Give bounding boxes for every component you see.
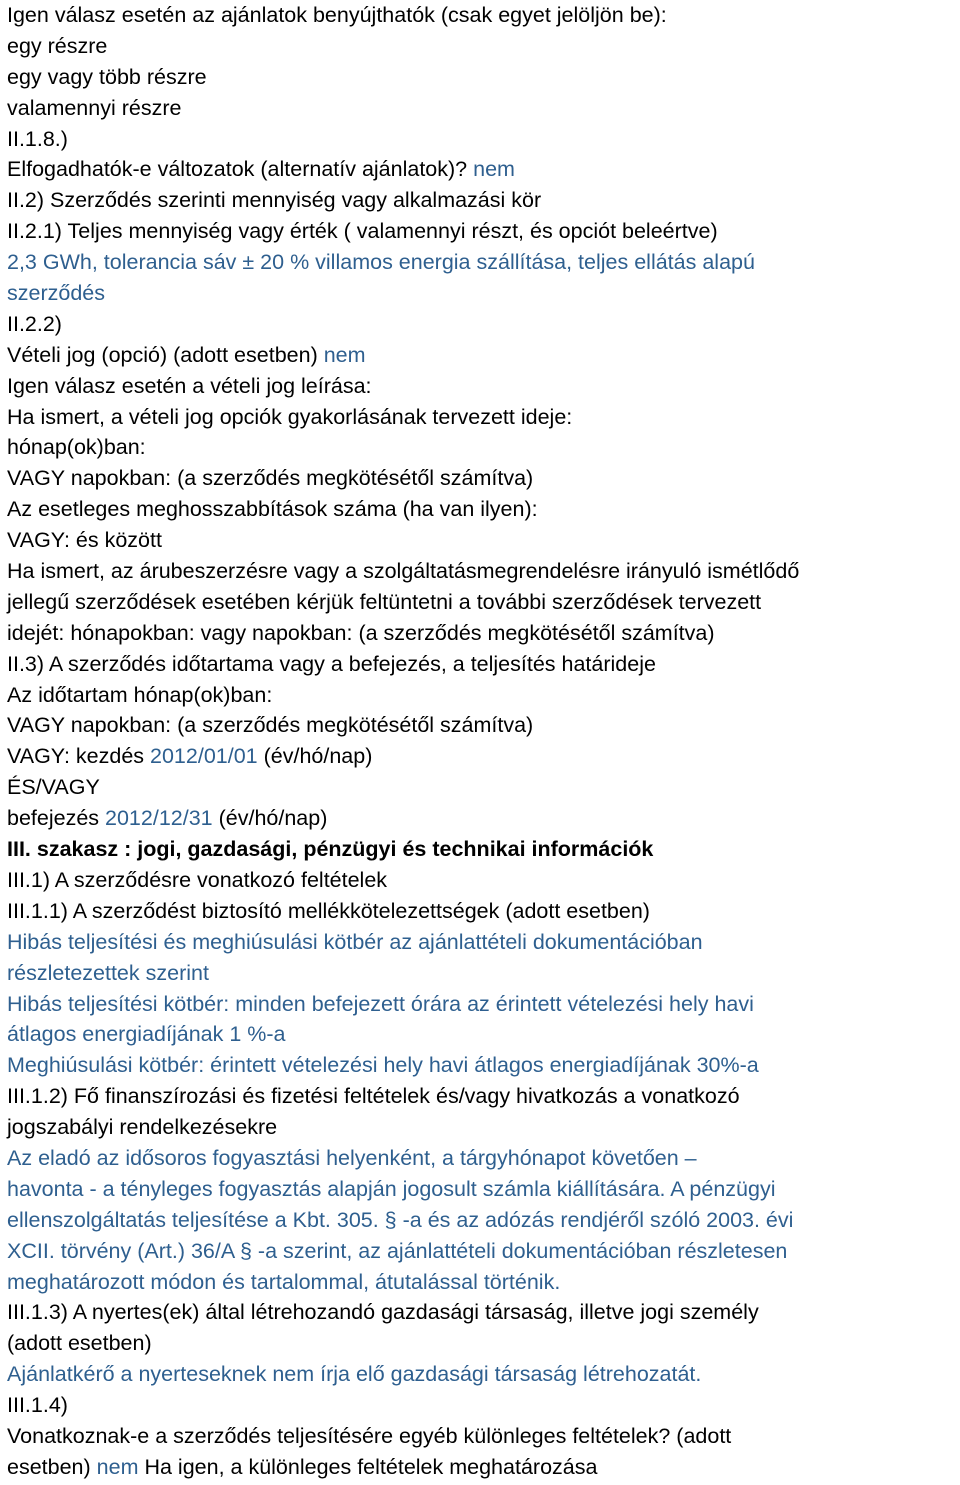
line-40: ellenszolgáltatás teljesítése a Kbt. 305. § -a és az adózás rendjéről szóló 2003. évi [7, 1207, 794, 1232]
line-25 [7, 741, 957, 772]
line-1: Igen válasz esetén az ajánlatok benyújthatók (csak egyet jelöljön be): [7, 3, 667, 27]
line-48 [7, 1452, 957, 1483]
line-31: Hibás teljesítési és meghiúsulási kötbér az ajánlattételi dokumentációban [7, 929, 703, 954]
line-14: Ha ismert, a vételi jog opciók gyakorlásának tervezett ideje: [7, 404, 573, 429]
line-6-value: nem [473, 157, 515, 182]
start-date-value: 2012/01/01 [150, 744, 258, 769]
end-date-value: 2012/12/31 [105, 806, 213, 831]
line-2: egy részre [7, 33, 108, 58]
line-38: Az eladó az idősoros fogyasztási helyenként, a tárgyhónapot követően – [7, 1145, 697, 1170]
line-12-label: Vételi jog (opció) (adott esetben) [7, 342, 324, 367]
line-32: részletezettek szerint [7, 960, 209, 985]
line-7: II.2) Szerződés szerinti mennyiség vagy alkalmazási kör [7, 188, 542, 213]
line-27 [7, 803, 957, 834]
line-22: II.3) A szerződés időtartama vagy a befejezés, a teljesítés határideje [7, 651, 656, 676]
line-21: idejét: hónapokban: vagy napokban: (a szerződés megkötésétől számítva) [7, 620, 715, 645]
line-48-value: nem [96, 1454, 139, 1479]
line-42: meghatározott módon és tartalommal, átutalással történik. [7, 1269, 561, 1294]
line-11: II.2.2) [7, 311, 62, 336]
line-17: Az esetleges meghosszabbítások száma (ha van ilyen): [7, 497, 538, 522]
line-29: III.1) A szerződésre vonatkozó feltételek [7, 867, 388, 892]
line-3: egy vagy több részre [7, 64, 207, 89]
line-13: Igen válasz esetén a vételi jog leírása: [7, 373, 372, 398]
line-37: jogszabályi rendelkezésekre [7, 1115, 278, 1140]
line-4: valamennyi részre [7, 95, 182, 120]
line-9: 2,3 GWh, tolerancia sáv ± 20 % villamos energia szállítása, teljes ellátás alapú [7, 250, 755, 275]
line-34: átlagos energiadíjának 1 %-a [7, 1022, 286, 1047]
line-25-label: VAGY: kezdés [7, 744, 151, 769]
line-33: Hibás teljesítési kötbér: minden befejezett órára az érintett vételezési hely havi [7, 991, 754, 1016]
line-18: VAGY: és között [7, 528, 162, 553]
line-39: havonta - a tényleges fogyasztás alapján jogosult számla kiállítására. A pénzügyi [7, 1176, 776, 1201]
line-36: III.1.2) Fő finanszírozási és fizetési feltételek és/vagy hivatkozás a vonatkozó [7, 1084, 740, 1109]
line-12-value: nem [323, 342, 366, 367]
line-25-suffix: (év/hó/nap) [257, 744, 373, 769]
line-6-label: Elfogadhatók-e változatok (alternatív ajánlatok)? [7, 157, 474, 182]
line-44: (adott esetben) [7, 1331, 152, 1356]
line-6 [7, 154, 957, 185]
line-48-suffix: Ha igen, a különleges feltételek meghatározása [138, 1454, 598, 1479]
line-15: hónap(ok)ban: [7, 435, 146, 460]
line-43: III.1.3) A nyertes(ek) által létrehozandó gazdasági társaság, illetve jogi személy [7, 1300, 759, 1325]
line-41: XCII. törvény (Art.) 36/A § -a szerint, az ajánlattételi dokumentációban részletesen [7, 1238, 788, 1263]
line-47: Vonatkoznak-e a szerződés teljesítésére egyéb különleges feltételek? (adott [7, 1423, 732, 1448]
line-20: jellegű szerződések esetében kérjük feltüntetni a további szerződések tervezett [7, 589, 762, 614]
line-16: VAGY napokban: (a szerződés megkötésétől számítva) [7, 466, 534, 491]
line-19: Ha ismert, az árubeszerzésre vagy a szolgáltatásmegrendelésre irányuló ismétlődő [7, 559, 800, 584]
line-12 [7, 340, 957, 371]
line-35: Meghiúsulási kötbér: érintett vételezési hely havi átlagos energiadíjának 30%-a [7, 1053, 759, 1078]
document-body [7, 0, 957, 1483]
line-27-suffix: (év/hó/nap) [212, 806, 328, 831]
line-45: Ajánlatkérő a nyerteseknek nem írja elő gazdasági társaság létrehozatát. [7, 1362, 702, 1387]
line-24: VAGY napokban: (a szerződés megkötésétől számítva) [7, 713, 534, 738]
line-23: Az időtartam hónap(ok)ban: [7, 682, 273, 707]
line-10: szerződés [7, 281, 105, 306]
line-8: II.2.1) Teljes mennyiség vagy érték ( valamennyi részt, és opciót beleértve) [7, 219, 718, 244]
line-46: III.1.4) [7, 1393, 68, 1418]
section-heading: III. szakasz : jogi, gazdasági, pénzügyi és technikai információk [7, 837, 654, 862]
line-27-label: befejezés [7, 806, 106, 831]
line-26: ÉS/VAGY [7, 775, 100, 800]
line-48-label: esetben) [7, 1454, 97, 1479]
line-5: II.1.8.) [7, 126, 68, 151]
line-30: III.1.1) A szerződést biztosító mellékkötelezettségek (adott esetben) [7, 898, 650, 923]
